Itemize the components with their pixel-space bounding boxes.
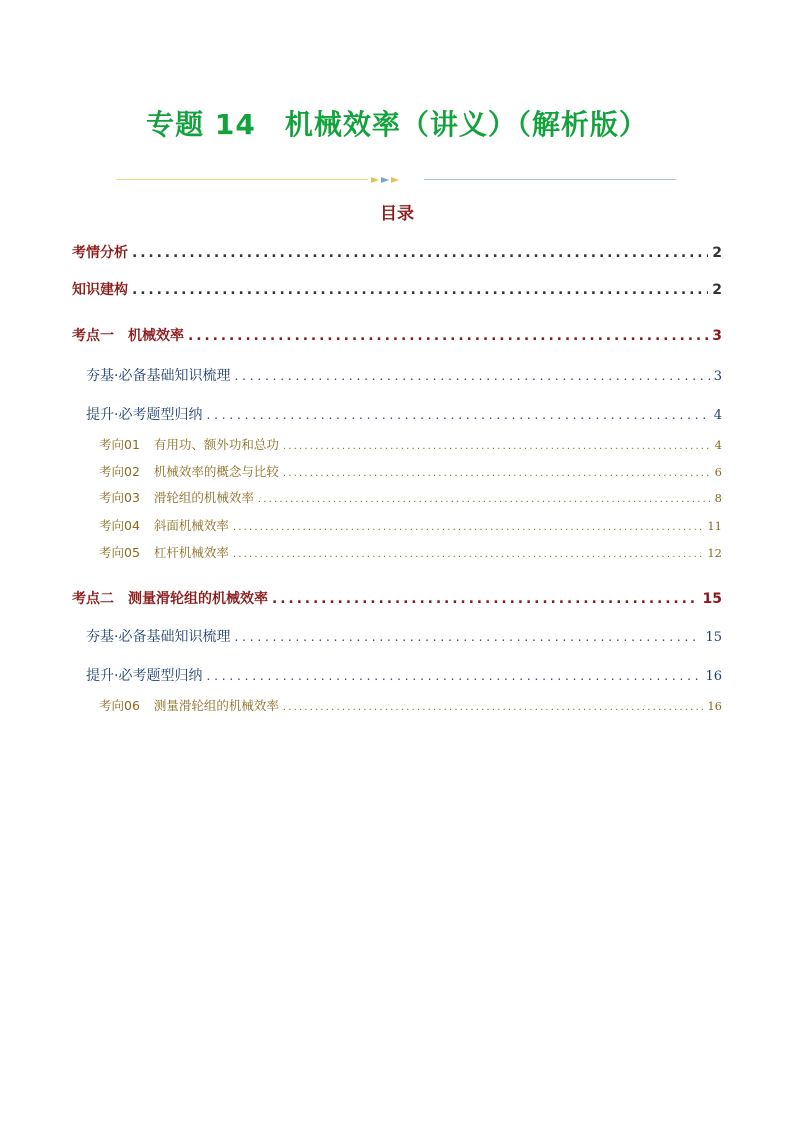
toc-entry-page: 2	[712, 245, 722, 261]
toc-entry-tisheng-1[interactable]	[86, 404, 722, 424]
toc-entry-label: 考情分析	[72, 245, 128, 261]
divider-ornament-icon	[371, 176, 421, 184]
toc-entry-kaodian-1[interactable]	[72, 325, 722, 345]
toc-entry-label: 杠杆机械效率	[153, 545, 229, 560]
toc-entry-page: 8	[714, 491, 722, 505]
toc-entry-hangji-2[interactable]	[86, 626, 722, 646]
toc-entry-label: 提升·必考题型归纳	[86, 407, 203, 423]
toc-entry-code: 考向01	[99, 437, 140, 452]
toc-leader-dots	[132, 282, 708, 298]
toc-entry-kaoxiang-02[interactable]	[99, 462, 722, 480]
title-divider	[116, 178, 676, 182]
toc-entry-page: 11	[707, 519, 722, 533]
toc-leader-dots	[283, 468, 711, 479]
toc-entry-page: 15	[702, 591, 722, 607]
toc-entry-kaoqing[interactable]	[72, 242, 722, 262]
toc-leader-dots	[283, 441, 711, 452]
toc-leader-dots	[234, 369, 709, 383]
toc-leader-dots	[233, 549, 703, 560]
toc-entry-label: 测量滑轮组的机械效率	[153, 698, 279, 713]
toc-entry-kaoxiang-01[interactable]	[99, 435, 722, 453]
toc-leader-dots	[258, 494, 711, 505]
toc-heading: 目录	[380, 204, 414, 224]
toc-leader-dots	[272, 591, 699, 607]
toc-leader-dots	[206, 408, 709, 422]
toc-entry-code: 考向04	[99, 518, 140, 533]
toc-entry-page: 3	[712, 328, 722, 344]
toc-entry-page: 3	[713, 369, 722, 384]
toc-leader-dots	[233, 522, 703, 533]
toc-entry-label: 斜面机械效率	[153, 518, 229, 533]
toc-entry-code: 考向05	[99, 545, 140, 560]
toc-entry-code: 考向03	[99, 490, 140, 505]
toc-entry-page: 2	[712, 282, 722, 298]
toc-entry-kaodian-2[interactable]	[72, 588, 722, 608]
document-title: 专题 14 机械效率（讲义）（解析版）	[146, 108, 648, 141]
toc-entry-code: 考向02	[99, 464, 140, 479]
toc-entry-label: 考点一 机械效率	[72, 328, 184, 344]
toc-entry-label: 夯基·必备基础知识梳理	[86, 629, 231, 645]
toc-entry-page: 4	[713, 408, 722, 423]
toc-entry-label: 滑轮组的机械效率	[153, 490, 254, 505]
toc-entry-page: 4	[714, 438, 722, 452]
toc-entry-kaoxiang-06[interactable]	[99, 696, 722, 714]
toc-entry-kaoxiang-05[interactable]	[99, 543, 722, 561]
toc-entry-kaoxiang-03[interactable]	[99, 488, 722, 506]
toc-entry-tisheng-2[interactable]	[86, 665, 722, 685]
toc-entry-page: 16	[707, 699, 722, 713]
divider-line-right	[424, 179, 676, 180]
toc-leader-dots	[132, 245, 708, 261]
toc-entry-page: 15	[705, 630, 722, 645]
toc-entry-label: 提升·必考题型归纳	[86, 668, 203, 684]
toc-entry-label: 考点二 测量滑轮组的机械效率	[72, 591, 268, 607]
toc-entry-label: 有用功、额外功和总功	[153, 437, 279, 452]
toc-entry-label: 知识建构	[72, 282, 128, 298]
toc-leader-dots	[283, 702, 703, 713]
toc-entry-code: 考向06	[99, 698, 140, 713]
toc-entry-label: 机械效率的概念与比较	[153, 464, 279, 479]
toc-entry-label: 夯基·必备基础知识梳理	[86, 368, 231, 384]
toc-entry-page: 16	[705, 669, 722, 684]
toc-leader-dots	[206, 669, 701, 683]
toc-entry-kaoxiang-04[interactable]	[99, 516, 722, 534]
divider-line-left	[116, 179, 368, 180]
toc-entry-page: 12	[707, 546, 722, 560]
toc-entry-hangji-1[interactable]	[86, 365, 722, 385]
toc-entry-zhishi[interactable]	[72, 279, 722, 299]
toc-leader-dots	[234, 630, 701, 644]
toc-entry-page: 6	[714, 465, 722, 479]
toc-leader-dots	[188, 328, 708, 344]
